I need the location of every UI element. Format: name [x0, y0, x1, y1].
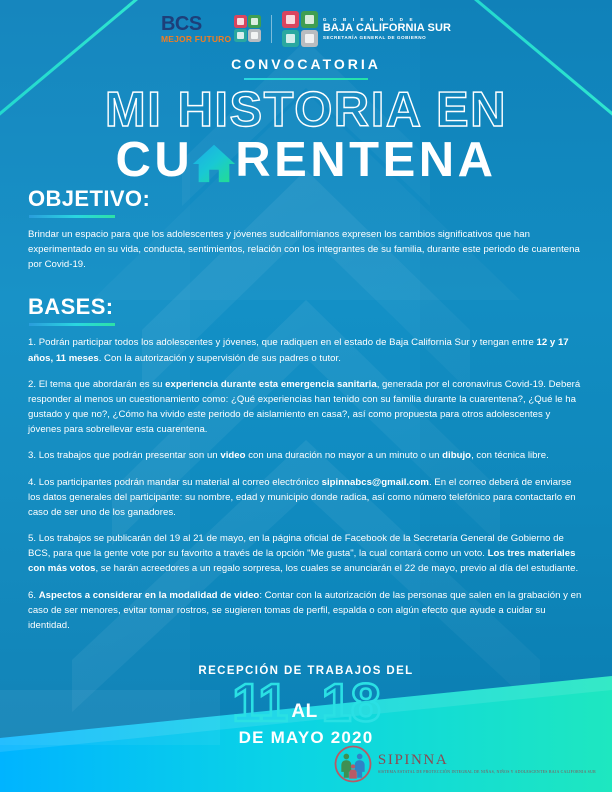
poster-content [28, 186, 584, 644]
convocatoria-kicker: CONVOCATORIA [231, 56, 381, 72]
title-line-2-part-a: CU [115, 132, 194, 187]
bases-list [28, 335, 584, 633]
bases-item: 2. El tema que abordarán es su experiencia durante esta emergencia sanitaria, generada por el coronavirus Covid-19. Deberá responder al menos un cuestionamiento como: ¿Qué experiencias han tenido con su familia durante la cuarentena?, ¿Qué le ha gustado y que no?, ¿Cómo ha vivido este periodo de aislamiento en casa?, así como propuesta para otros adolescentes y jóvenes para sobrellevar esta cuarentena. [28, 378, 581, 436]
house-icon [191, 140, 237, 186]
objetivo-body: Brindar un espacio para que los adolescentes y jóvenes sudcalifornianos expresen los cambios significativos que han experimentado en su vida, conducta, sentimientos, relación con los integrantes de su familia, durante este periodo de cuarentena por Covid-19. [28, 229, 580, 271]
section-bases [28, 294, 584, 633]
bases-item: 5. Los trabajos se publicarán del 19 al 21 de mayo, en la página oficial de Facebook de la Secretaría General de Gobierno de BCS, para que la gente vote por su favorito a través de la opción "Me gusta", la cual contará como un voto. Los tres materiales con más votos, se harán acreedores a un regalo sorpresa, los cuales se anunciarán el 22 de mayo, previo al día del estudiante. [28, 533, 579, 575]
header-logos [0, 11, 612, 47]
dates-range [0, 675, 612, 732]
sipinna-name: SIPINNA [377, 752, 449, 769]
bases-item: 3. Los trabajos que podrán presentar son un video con una duración no mayor a un minuto o un dibujo, con técnica libre. [28, 450, 549, 462]
title-line-2-part-b: RENTENA [235, 132, 497, 187]
bases-heading: BASES: [28, 294, 114, 320]
logo-gobierno [282, 11, 451, 47]
title-line-1: MI HISTORIA EN [104, 83, 508, 137]
logo-bcs-sub: MEJOR FUTURO [160, 34, 232, 44]
gobierno-main: BAJA CALIFORNIA SUR [322, 22, 452, 35]
section-spacer [28, 283, 584, 294]
logo-bcs-main: BCS [160, 13, 202, 35]
objetivo-heading: OBJETIVO: [28, 186, 151, 211]
section-objetivo [28, 186, 584, 272]
gobierno-sub: SECRETARÍA GENERAL DE GOBIERNO [322, 35, 427, 41]
bases-item: 1. Podrán participar todos los adolescentes y jóvenes, que radiquen en el estado de Baja California Sur y tengan entre 12 y 17 años, 11 meses. Con la autorización y supervisión de sus padres o tutor. [28, 337, 569, 364]
date-day-start: 11 [232, 673, 288, 733]
date-month-year: DE MAYO 2020 [238, 727, 374, 747]
logo-divider [271, 15, 272, 43]
sipinna-mark-icon [333, 744, 373, 784]
date-day-end: 18 [321, 673, 380, 733]
title-line-2 [0, 134, 612, 187]
bases-rule [29, 323, 115, 326]
title-block [0, 56, 612, 187]
dates-block [0, 665, 612, 748]
logo-bcs [161, 14, 261, 44]
bases-item: 6. Aspectos a considerar en la modalidad de video: Contar con la autorización de las personas que salen en la grabación y en caso de ser menores, evitar tomar rostros, se sugieren tomas de perfil, espalda o con algún efecto que ayude a cuidar su identidad. [28, 589, 582, 631]
gobierno-emblem-icon [282, 11, 318, 47]
dates-label: RECEPCIÓN DE TRABAJOS DEL [198, 665, 414, 677]
date-connector: AL [291, 701, 318, 723]
sipinna-logo [333, 744, 596, 784]
objetivo-rule [29, 215, 115, 218]
gobierno-pre: G O B I E R N O D E [322, 17, 416, 23]
bcs-emblem-icon [234, 15, 261, 42]
convocatoria-rule [244, 78, 368, 80]
bases-item: 4. Los participantes podrán mandar su material al correo electrónico sipinnabcs@gmail.com. En el correo deberá de enviarse los datos generales del participante: su nombre, edad y municipio donde radica, así como número telefónico para contactarlo en caso de ser uno de los ganadores. [28, 476, 576, 518]
sipinna-description: SISTEMA ESTATAL DE PROTECCIÓN INTEGRAL DE NIÑAS, NIÑOS Y ADOLESCENTES BAJA CALIFORNIA SUR [377, 769, 596, 774]
